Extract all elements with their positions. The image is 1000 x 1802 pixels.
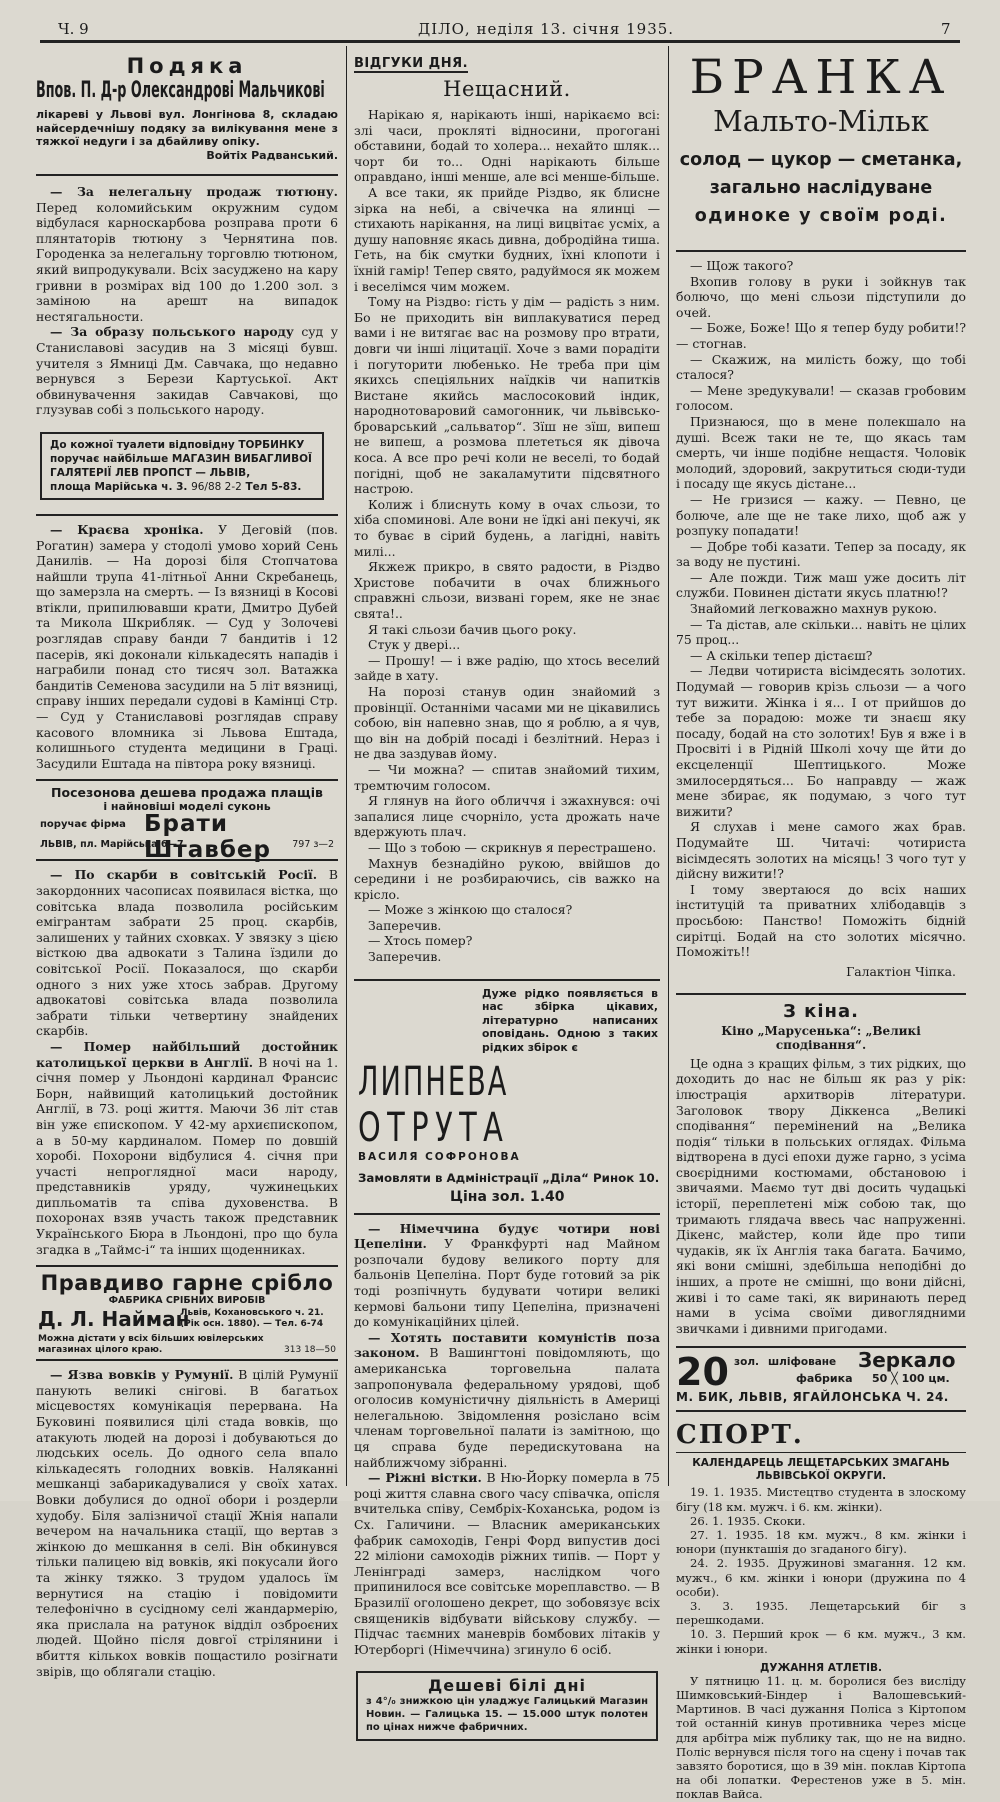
podyaka-notice: [36, 54, 338, 162]
paragraph: — Щож такого?: [690, 258, 794, 273]
silver-brand: Д. Л. Найман: [38, 1307, 190, 1332]
paragraph: Признаюся, що в мене полекшало на душі. Всеж таки не те, що якась там смерть, чи інше подібне нещастя. Чоловік молодий, здоровий, закрутиться сюди-туди і посаду ще якусь дістане...: [676, 413, 966, 492]
paragraph: Тому на Різдво: гість у дім — радість з ним. Бо не приходить він виплакуватися перед вами і не витягає вас на розмову про втрати, довги чи інші ліцитації. Хоче з вами порадіти і погуторити любенько. Не треба при цім якихсь спеціяльних наїдків чи напитків Вистане якийсь маслосоковий індик, народнотоваровий самогонник, чи львівсько-броварський „сальватор“. Зїш не зїш, випеш не випеш, а розмова плететься як дівоча коса. А все про речі коли не веселі, то бодай погідні, щоб не закаламутити підсвятного настрою.: [354, 294, 660, 497]
paragraph: Стук у двері...: [368, 637, 461, 653]
mirror-brand: Зеркало: [858, 1348, 956, 1373]
paragraph: — Скажиж, на милість божу, що тобі сталося?: [676, 351, 966, 383]
rule: [36, 514, 338, 516]
paragraph: Я слухав і мене самого жах брав. Подумайте Ш. Читачі: чотириста вісімдесять золотих на місяць! З чого тут у дійсну вижити!?: [676, 819, 966, 882]
paragraph: — Хтось помер?: [368, 933, 473, 949]
paragraph: Я такі сльози бачив цього року.: [368, 621, 577, 637]
cinema-title: З кіна.: [783, 1000, 859, 1022]
cinema-subtitle: Кіно „Марусенька“: „Великі сподівання“.: [721, 1023, 921, 1052]
ad-galanterie: До кожної туалети відповідну ТОРБИНКУ поручає найбільше МАГАЗИН ВИБАГЛИВОЇ ГАЛЯТЕРІЇ ЛЕВ ПРОПСТ — ЛЬВІВ, площа Марійська ч. 3. 96/88 2-2 Тел 5-83.: [40, 432, 324, 500]
paragraph: — Але пожди. Тиж маш уже досить літ служби. Повинен дістати якусь платню!?: [676, 569, 966, 601]
mirror-price: 20: [676, 1350, 729, 1395]
paragraph: — Може з жінкою що сталося?: [368, 902, 573, 918]
ski-calendar-list: [676, 1485, 966, 1655]
page-number: 7: [941, 20, 951, 38]
ad-shtauber: Посезонова дешева продажа плащів і найновіші моделі суконь поручає фірма Брати Штавбер ЛЬВІВ, пл. Марійська 6—7. 797 з—2: [36, 779, 338, 853]
branka-brand: БРАНКА: [689, 50, 953, 105]
rule: [36, 859, 338, 861]
ad-branka: БРАНКА Мальто-Мільк солод — цукор — сметанка, загально наслідуване одиноке у своїм роді.: [676, 52, 966, 238]
sport-section: [676, 1420, 966, 1801]
shtauber-brand: Брати Штавбер: [144, 811, 271, 864]
feuilleton-signature: Галактіон Чіпка.: [846, 963, 956, 979]
book-title-line1: ЛИПНЕВА: [358, 1058, 509, 1105]
masthead-date: ДІЛО, неділя 13. січня 1935.: [418, 20, 675, 38]
column-divider-left: [346, 46, 347, 1486]
ski-calendar-item: 19. 1. 1935. Мистецтво студента в злоскому бігу (18 км. мужч. і 6. км. жінки).: [676, 1485, 966, 1514]
wrestling-text: У пятницю 11. ц. м. боролися без висліду Шимковський-Біндер і Валошевський-Мартинов. В часі дужання Поліса з Кіртопом той останній кинув противника через місце для арбітра між публику так, що не на видно. Поліс вернувся після того на сцену і почав так завзято боротися, що в 39 мін. поклав Кіртопа на обі лопатки. Ферестенов уже в 5. мін. поклав Вайса.: [676, 1673, 966, 1802]
paragraph: — Не гризися — кажу. — Певно, це болюче, але ще не таке лихо, щоб аж у розпуку попадати!: [676, 491, 966, 539]
paragraph: — А скільки тепер дістаєш?: [690, 647, 873, 663]
ad-silver: Правдиво гарне срібло ФАБРИКА СРІБНИХ ВИРОБІВ Д. Л. Найман Львів, Кохановського ч. 21. (Рік осн. 1880). — Тел. 6-74 Можна дістати у всіх більших ювілерських магазинах цілого краю. 313 18—50: [36, 1265, 338, 1361]
news-item: — Ріжні вістки. В Ню-Йорку померла в 75 році життя славна свого часу співачка, опісля вчителька співу, Сембріх-Коханська, родом із Сх. Галичини. — Власник американських фабрик самоходів, Генрі Форд випустив досі 22 міліони самоходів ріжних типів. — Порт у Ленінграді замерз, наслідком чого припинилося все совітське мореплавство. — В Бразилії оголошено декрет, що зобовязує всіх священиків відбувати військову службу. — Підчас таємних маневрів бомбових літаків у Ютерборгі (Німеччина) згинуло 6 осіб.: [354, 1470, 660, 1657]
ski-calendar-item: 24. 2. 1935. Дружинові змагання. 12 км. мужч., 6 км. жінки і юнори (дружина по 4 особи).: [676, 1556, 966, 1599]
paragraph: Заперечив.: [368, 949, 442, 965]
column-divider-right: [668, 46, 669, 1486]
rule: [676, 993, 966, 995]
ski-calendar-title: КАЛЕНДАРЕЦЬ ЛЕЩЕТАРСЬКИХ ЗМАГАНЬ ЛЬВІВСЬКОЇ ОКРУГИ.: [692, 1457, 950, 1483]
paragraph: Колиж і блиснуть кому в очах сльози, то хіба споминові. Але вони не їдкі ані пекучі, як то буває в сірий будень, а лагідні, навіть милі...: [354, 496, 660, 559]
paragraph: — Що з тобою — скрикнув я перестрашено.: [368, 839, 657, 855]
paragraph: — Чи можна? — спитав знайомий тихим, тремтючим голосом.: [354, 761, 660, 793]
paragraph: — Ледви чотириста вісімдесять золотих. Подумай — говорив крізь сльози — а чого тут вижити. Жінка і я... І от прийшов до тебе за порадою: може ти знаєш яку посаду, бодай на сто золотих! Був я вже і в Просвіті і в Рідній Школі хочу ще йти до ексцеленції Шептицького. Може змилосердяться... Бо направду — жаж мене збирає, як подумаю, з чого тут вижити?: [676, 663, 966, 819]
news-item: — По скарби в совітській Росії. В закордонних часописах появилася вістка, що совітська влада позволила російським емігрантам забрати 25 проц. скарбів, залишених у тайних сховках. У звязку з цією вісткою два адвокати з Талина їздили до совітської Росії. Показалося, що скарби одного з них уже хтось забрав. Другому адвокатові совітська влада позволила забрати тільки четвертину знайдених скарбів.: [36, 867, 338, 1039]
paragraph: Нарікаю я, нарікають інші, нарікаємо всі: злі часи, проклятi відносини, прогогані обставини, бодай то холера... нехайто шляк... чорт би то... Одні нарікають більше оправдано, інші менше, але всі менше-більше.: [354, 107, 660, 185]
ski-calendar-item: 27. 1. 1935. 18 км. мужч., 8 км. жінки і юнори (пункташія до згаданого бігу).: [676, 1528, 966, 1557]
ski-calendar-item: 10. 3. Перший крок — 6 км. мужч., 3 км. жінки і юнори.: [676, 1627, 966, 1656]
linen-title: Дешеві білі дні: [427, 1676, 586, 1696]
podyaka-name: Впов. П. Д-р Олександрові Мальчикові: [36, 78, 325, 103]
rule: [676, 250, 966, 252]
news-item: — Хотять поставити комуністів поза законом. В Вашингтоні повідомляють, що американська торговельна палата запропонувала федеральному урядові, щоб оголосив комуністичну діяльність в Америці нелегальною. Звідомлення розіслано всім членам торговельної палати із замітною, що ця справа буде передискутована на найближчому зібранні.: [354, 1329, 660, 1470]
book-title-line2: ОТРУТА: [358, 1104, 510, 1151]
paragraph: Махнув безнадійно рукою, ввійшов до середини і не розбираючись, сів важко на крісло.: [354, 855, 660, 902]
paragraph: — Мене зредукували! — сказав гробовим голосом.: [676, 382, 966, 414]
ad-book: Дуже рідко появляється в нас збірка цікавих, літературно написаних оповідань. Одною з таких рідких збірок є ЛИПНЕВА ОТРУТА ВАСИЛЯ СОФРОНОВА Замовляти в Адміністрації „Діла“ Ринок 10. Ціна зол. 1.40: [354, 981, 660, 1215]
news-item: — За нелегальну продаж тютюну. Перед коломийським окружним судом відбулася карноскарбова розправа проти 6 плянтаторів тютюну з Чернятина пов. Городенка за нелегальну торговлю тютюном, який випродукували. Всіх засуджено на кару гривни в розмірах від 100 до 1.200 зол. з заміною на арешт на випадок нестягальности.: [36, 184, 338, 324]
book-author: ВАСИЛЯ СОФРОНОВА: [358, 1150, 521, 1163]
paragraph: На порозі станув один знайомий з провінції. Останніми часами ми не цікавились собою, він напевно знав, що я роблю, а я чув, що він на добрій посаді і безлітний. Нераз і не два заздував йому.: [354, 683, 660, 762]
regional-chronicle: — Краєва хроніка. У Деговій (пов. Рогатин) замера у стодолі умово хорий Сень Данилів. — На дорозі біля Стопчатова найшли трупа 41-літньої Анни Скребанець, що замерзла на смерть. — Із вязниці в Косові втікли, припилювавши крати, Дмитро Дубей та Микола Шкрибляк. — Суд у Золочеві розглядав справу банди 7 бандитів і 12 пасерів, які доконали кількадесять нападів і награбили понад сто тисяч зол. Ватажка бандитів Семенова засудили на 5 літ вязниці, справу інших передали судові в Камінці Стр. — Суд у Станиславові розглядав справу касового вломника зі Львова Ештада, колишнього студента медицини в Граці. Засудили Ештада на півтора року вязниці.: [36, 521, 338, 771]
news-item-wolves: — Язва вовків у Румунії. В цілій Румунії панують великі снігові. В багатьох місцевостях комунікація перервана. На Буковині появилися цілі стада вовків, що атакують людей на дорозі і добуваються до людських осель. До одного села впало кількадесять голодних вовків. Наляканні мешканці забарикадувалися у своїх хатах. Вовки добулися до одної обори і роздерли худобу. Біля залізничої стації Жнія напали вечером на начальника стації, що вертав з жінкою до мешкання в селі. Він обкинувся тільки палицею від вовків, які покусали його та жінку тяжко. З трудом удалось їм вернутися на стацію і повідомити телефонічно в сусідному селі жандармерію, яка прислала на ратунок відділ озброєних людей. Щойно після довгої стрілянини і вбиття кількох вовків пощастило розігнати звірів, що облягали стацію.: [36, 1367, 338, 1679]
podyaka-signature: Войтіх Радванський.: [206, 148, 338, 162]
rule: [676, 1452, 966, 1453]
paragraph: Якжеж прикро, в свято радости, в Різдво Христове побачити в очах ближнього справжні сльози, визвані горем, яке не знає свята!..: [354, 559, 660, 621]
cinema-text: Це одна з кращих фільм, з тих рідких, що доходить до нас не більш як раз у рік: ілюстрація архитворів літератури. Заголовок твору Діккенса „Великі сподівання“ перемінений на „Велика подія“ тільки в польських оглядах. Фільма відтворена в дусі епохи дуже гарно, з усіма своєрідними костюмами, обстановою і звичаями. Маємо тут дві досить чудацькі історії, переплетені між собою так, що тримають глядача ввесь час напруженні. Дікенс, майстер, коли йде про типи чудаків, як їх Англія така багата. Бачимо, які вони смішні, здебільша неподібні до інших, а проте не смішні, що вони дійсні, живі і то саме такі, як виринають перед нами в усіма своїми дивоглядними звичками і дивними пригодами.: [676, 1055, 966, 1336]
paragraph: Вхопив голову в руки і зойкнув так болючо, що мені сльози підступили до очей.: [676, 273, 966, 320]
news-block: [354, 1221, 660, 1658]
paragraph: Я глянув на його обличчя і зжахнувся: очі запалися лице счорніло, уста дрожать наче вдержують плач.: [354, 793, 660, 840]
paragraph: — Добре тобі казати. Тепер за посаду, як за воду не пустині.: [676, 538, 966, 570]
feuilleton-part-2: [676, 258, 966, 960]
paragraph: — Та дістав, але скільки... навіть не цілих 75 проц...: [676, 616, 966, 648]
feuilleton-part-1: [354, 107, 660, 965]
ad-mirror: 20 зол. шліфоване Зеркало фабрика 50 ╳ 100 цм. М. БИК, ЛЬВІВ, ЯГАЙЛОНСЬКА Ч. 24.: [676, 1346, 966, 1412]
ski-calendar-item: 26. 1. 1935. Скоки.: [690, 1513, 806, 1528]
ad-linen: Дешеві білі дні з 4°/₀ знижкою цін уладжує Галицький Магазин Новин. — Галицька 15. — 15.000 штук полотен по цінах нижче фабричних.: [356, 1671, 658, 1741]
wrestling-title: ДУЖАННЯ АТЛЕТІВ.: [760, 1661, 882, 1674]
news-item: — Німеччина будує чотири нові Цепеліни. У Франкфурті над Майном розпочали будову великого порту для бальонів Цепеліна. Порт буде готовий за рік тоді розпічнуть будувати чотири великі кермові бальони типу Цепеліна, призначені до комунікаційних цілей.: [354, 1220, 660, 1330]
paragraph: Заперечив.: [368, 917, 442, 933]
section-label: ВІДГУКИ ДНЯ.: [354, 56, 469, 71]
story-title: Нещасний.: [443, 77, 571, 101]
paragraph: — Боже, Боже! Що я тепер буду робити!? — стогнав.: [676, 320, 966, 351]
silver-title: Правдиво гарне срібло: [40, 1271, 334, 1296]
podyaka-title: Подяка: [126, 54, 248, 78]
branka-sub: Мальто-Мільк: [713, 104, 929, 138]
header-rule: [40, 40, 960, 43]
paragraph: І тому звертаюся до всіх наших інституцій та приватних хлібодавців з просьбою: Панство! Поможіть бідній сирітці. Бодай на сто золотих місячно. Поможіть!!: [676, 881, 966, 960]
issue-number: Ч. 9: [58, 20, 89, 38]
news-item: — Помер найбільший достойник католицької церкви в Англії. В ночі на 1. січня помер у Льондоні кардинал Франсис Борн, найвищий католицький достойник Англії, в 73. році життя. Маючи 36 літ став він уже єпископом. У 42-му архиєпископом, а в 50-му кардиналом. Помер по довшій хоробі. Похорони відбулися 4. січня при участі непроглядної маси народу, представників уряду, чужинецьких дипльоматів та співа духовенства. В похоронах взяв участь також представник Українського Бюра в Льондоні, про що була згадка в „Таймс-і“ та інших щоденниках.: [36, 1038, 339, 1257]
podyaka-text: лікареві у Львові вул. Лонгінова 8, складаю найсердечнішу подяку за вилікування мене з тяжкої недуги і за дбайливу опіку.: [36, 108, 338, 148]
sport-title: СПОРТ.: [676, 1420, 804, 1451]
column-3: [676, 50, 966, 1802]
book-price: Ціна зол. 1.40: [450, 1188, 565, 1205]
rule: [36, 174, 338, 176]
paragraph: Знайомий легковажно махнув рукою.: [690, 601, 938, 617]
column-1: [36, 52, 339, 1679]
ski-calendar-item: 3. 3. 1935. Лещетарський біг з перешкодами.: [676, 1599, 966, 1628]
mirror-address: М. БИК, ЛЬВІВ, ЯГАЙЛОНСЬКА Ч. 24.: [676, 1390, 949, 1405]
book-order: Замовляти в Адміністрації „Діла“ Ринок 10.: [358, 1170, 660, 1185]
cinema-review: [676, 1001, 966, 1337]
news-item: — За образу польського народу суд у Станиславові засудив на 3 місяці бувш. учителя з Ямниці Дм. Савчака, що недавно вернувся з Берези Картуської. Акт обвинувачення закидав Савчакові, що глузував собі з польського народу.: [36, 324, 339, 418]
paragraph: А все таки, як прийде Різдво, як блисне зірка на небі, а свічечка на ялинці — стихають нарікання, на лиці вицвітає усміх, а душу наповняє якась дивна, добродійна тиша. Геть, на бік смутки будних, їхні клопоти і їхній гамір! Тепер свято, радуймося як можем і веселімся чим можем.: [354, 184, 660, 294]
paragraph: — Прошу! — і вже радію, що хтось веселий зайде в хату.: [354, 652, 660, 684]
column-2: [354, 52, 660, 1734]
